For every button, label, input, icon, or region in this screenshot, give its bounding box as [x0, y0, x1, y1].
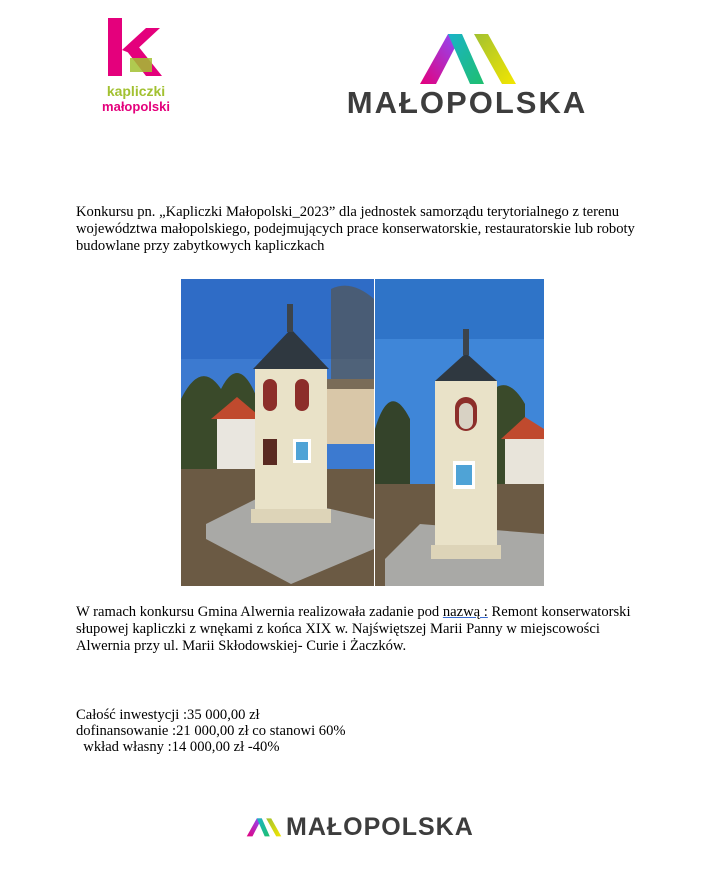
costs-block — [76, 707, 476, 755]
chapel-photo-left — [181, 279, 374, 586]
task-text-after: Remont konserwatorski słupowej kapliczki z wnękami z końca XIX w. Najświętszej Marii Panny w miejscowości Alwernia przy ul. Marii Skłodowskiej- Curie i Żaczków. — [76, 604, 631, 654]
chapel-photo-right — [375, 279, 544, 586]
intro-paragraph: Konkursu pn. „Kapliczki Małopolski_2023” dla jednostek samorządu terytorialnego z terenu województwa małopolskiego, podejmujących prace konserwatorskie, restauratorskie lub roboty budowlane przy zabytkowych kapliczkach — [76, 204, 635, 254]
kapliczki-k-mark-icon — [96, 14, 176, 84]
malopolska-logo-bottom — [246, 808, 486, 848]
kapliczki-malopolski-logo — [96, 14, 176, 118]
kapliczki-logo-line2: małopolski — [102, 99, 170, 114]
cost-own-contribution: wkład własny :14 000,00 zł -40% — [76, 739, 280, 755]
task-underlined-word: nazwą : — [442, 604, 488, 620]
cost-cofinancing: dofinansowanie :21 000,00 zł co stanowi 60% — [76, 723, 346, 739]
malopolska-m-mark-icon — [418, 30, 518, 86]
malopolska-footer-wordmark: MAŁOPOLSKA — [286, 813, 474, 841]
cost-total: Całość inwestycji :35 000,00 zł — [76, 707, 260, 723]
task-text-before: W ramach konkursu Gmina Alwernia realizowała zadanie pod — [76, 604, 443, 620]
task-paragraph — [76, 604, 656, 655]
malopolska-logo-top — [300, 30, 630, 120]
malopolska-wordmark: MAŁOPOLSKA — [346, 85, 588, 120]
malopolska-m-mark-icon — [246, 810, 282, 844]
kapliczki-logo-line1: kapliczki — [106, 83, 166, 99]
